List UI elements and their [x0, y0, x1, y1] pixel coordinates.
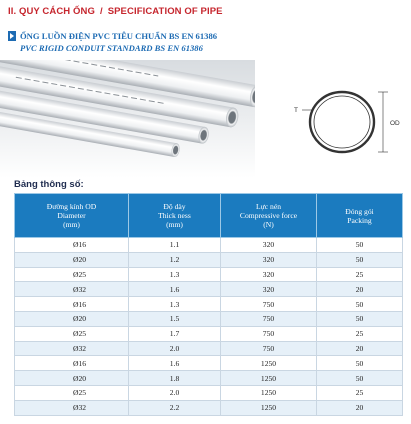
- product-subtitle: [8, 30, 308, 54]
- product-name-en-line: [8, 42, 308, 54]
- table-row: [15, 267, 403, 282]
- arrow-marker-icon: [8, 31, 16, 41]
- cell-thickness: 1.8: [129, 371, 221, 386]
- cell-packing: 50: [317, 371, 403, 386]
- cell-packing: 50: [317, 252, 403, 267]
- cell-packing: 50: [317, 238, 403, 253]
- cell-packing: 20: [317, 341, 403, 356]
- cell-thickness: 2.0: [129, 341, 221, 356]
- cell-force: 320: [221, 252, 317, 267]
- header-od-en: Diameter: [57, 211, 86, 220]
- spec-table: [14, 193, 403, 416]
- header-od-unit: (mm): [63, 220, 80, 229]
- cell-od: Ø25: [15, 326, 129, 341]
- cell-od: Ø20: [15, 371, 129, 386]
- cell-force: 1250: [221, 400, 317, 415]
- section-title-separator: /: [99, 6, 103, 17]
- cell-force: 750: [221, 341, 317, 356]
- cell-thickness: 1.6: [129, 282, 221, 297]
- cell-thickness: 2.0: [129, 385, 221, 400]
- cell-od: Ø20: [15, 311, 129, 326]
- cell-thickness: 2.2: [129, 400, 221, 415]
- cell-od: Ø16: [15, 297, 129, 312]
- product-name-en: PVC RIGID CONDUIT STANDARD BS EN 61386: [20, 43, 203, 53]
- cell-od: Ø32: [15, 400, 129, 415]
- header-thickness: [129, 194, 221, 238]
- cell-thickness: 1.3: [129, 297, 221, 312]
- cell-packing: 25: [317, 385, 403, 400]
- table-row: [15, 385, 403, 400]
- header-force-unit: (N): [263, 220, 274, 229]
- cell-force: 750: [221, 297, 317, 312]
- header-od: [15, 194, 129, 238]
- cell-od: Ø16: [15, 356, 129, 371]
- product-name-vi-line: [8, 30, 308, 42]
- header-thickness-vi: Độ dày: [163, 202, 186, 211]
- cell-od: Ø32: [15, 282, 129, 297]
- params-label: Bảng thông số:: [14, 179, 84, 190]
- table-header-row: [15, 194, 403, 238]
- cell-packing: 50: [317, 311, 403, 326]
- cell-force: 750: [221, 326, 317, 341]
- product-image-area: [0, 60, 411, 178]
- table-row: [15, 282, 403, 297]
- table-row: [15, 326, 403, 341]
- table-row: [15, 252, 403, 267]
- cell-packing: 50: [317, 297, 403, 312]
- table-row: [15, 356, 403, 371]
- cell-thickness: 1.6: [129, 356, 221, 371]
- pvc-pipes-photo: [0, 60, 255, 178]
- cell-thickness: 1.2: [129, 252, 221, 267]
- table-row: [15, 371, 403, 386]
- cell-force: 1250: [221, 385, 317, 400]
- cell-force: 320: [221, 267, 317, 282]
- cell-packing: 50: [317, 356, 403, 371]
- pipe-cross-section-diagram: [282, 80, 400, 164]
- cell-packing: 20: [317, 400, 403, 415]
- cell-thickness: 1.3: [129, 267, 221, 282]
- header-od-vi: Đường kính OD: [46, 202, 97, 211]
- cell-force: 320: [221, 238, 317, 253]
- table-row: [15, 341, 403, 356]
- cell-force: 750: [221, 311, 317, 326]
- section-title: [8, 6, 408, 17]
- cell-od: Ø16: [15, 238, 129, 253]
- cell-packing: 25: [317, 326, 403, 341]
- cell-thickness: 1.5: [129, 311, 221, 326]
- header-packing: [317, 194, 403, 238]
- header-force: [221, 194, 317, 238]
- header-force-vi: Lực nén: [256, 202, 281, 211]
- cell-packing: 20: [317, 282, 403, 297]
- header-packing-en: Packing: [347, 215, 372, 225]
- header-thickness-en: Thick ness: [158, 211, 191, 220]
- header-packing-vi: Đóng gói: [345, 206, 374, 216]
- cell-od: Ø20: [15, 252, 129, 267]
- table-row: [15, 297, 403, 312]
- diagram-thickness-label: T: [294, 107, 298, 114]
- table-row: [15, 311, 403, 326]
- header-thickness-unit: (mm): [166, 220, 183, 229]
- header-force-en: Compressive force: [239, 211, 298, 220]
- cell-od: Ø25: [15, 385, 129, 400]
- product-name-vi: ỐNG LUỒN ĐIỆN PVC TIÊU CHUẨN BS EN 61386: [20, 31, 218, 41]
- cell-od: Ø25: [15, 267, 129, 282]
- section-title-vi: II. QUY CÁCH ỐNG: [8, 6, 95, 17]
- diagram-od-label: OD: [390, 120, 400, 127]
- cell-thickness: 1.1: [129, 238, 221, 253]
- table-row: [15, 238, 403, 253]
- cell-thickness: 1.7: [129, 326, 221, 341]
- cell-force: 320: [221, 282, 317, 297]
- cell-force: 1250: [221, 356, 317, 371]
- cell-od: Ø32: [15, 341, 129, 356]
- cell-packing: 25: [317, 267, 403, 282]
- section-title-en: SPECIFICATION OF PIPE: [107, 6, 223, 17]
- table-row: [15, 400, 403, 415]
- cell-force: 1250: [221, 371, 317, 386]
